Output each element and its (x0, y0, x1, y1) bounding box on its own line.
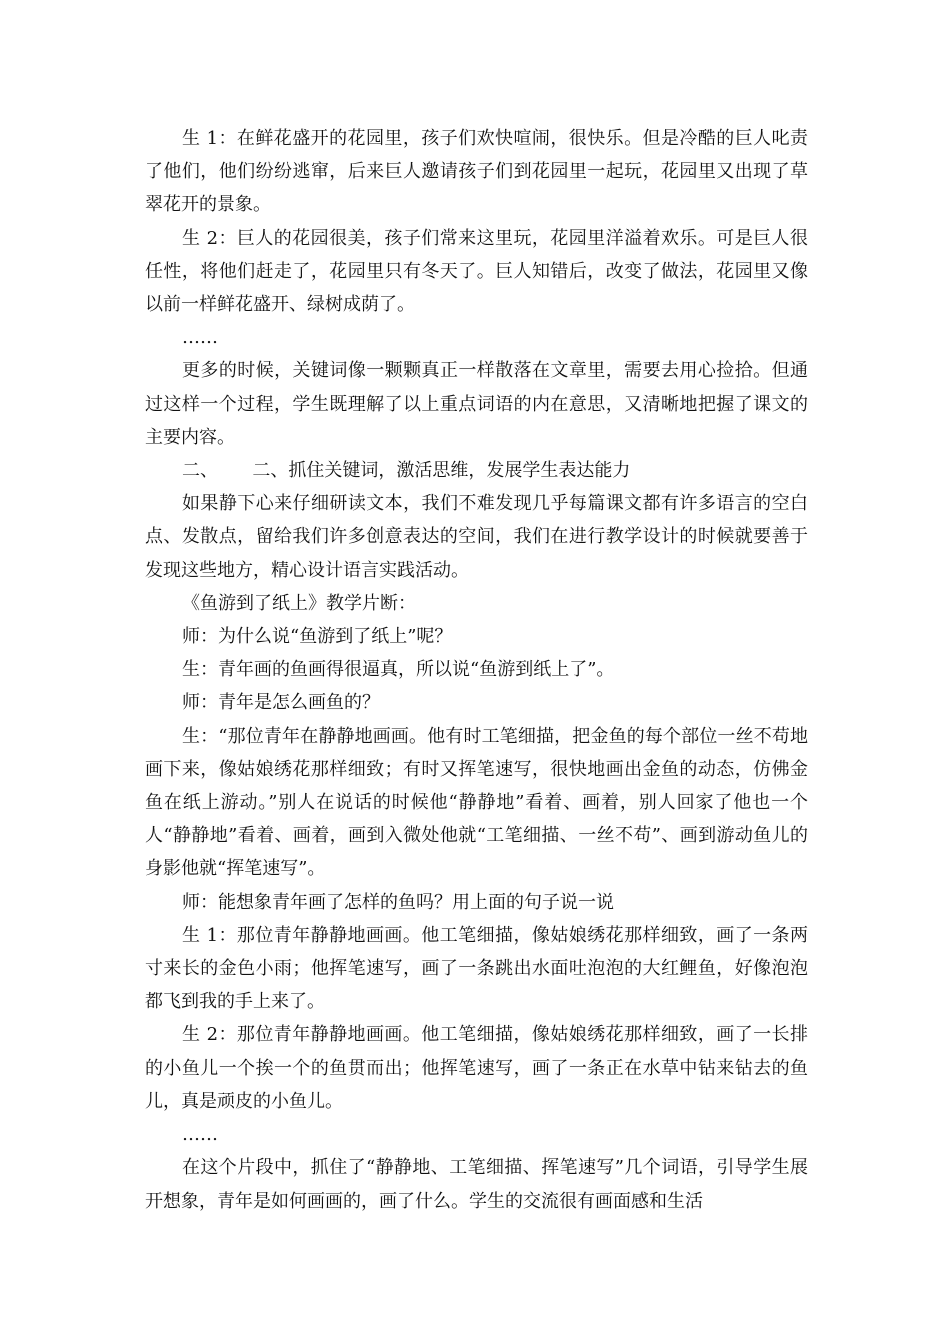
teacher-question-3: 师：能想象青年画了怎样的鱼吗？用上面的句子说一说 (182, 891, 614, 913)
ellipsis-line: …… (182, 327, 218, 349)
lesson-title-line: 《鱼游到了纸上》教学片断： (182, 592, 416, 614)
paragraph-student2-answer: 生 2：巨人的花园很美，孩子们常来这里玩，花园里洋溢着欢乐。可是巨人很任性，将他们赶走了，花园里只有冬天了。巨人知错后，改变了做法，花园里又像以前一样鲜花盛开、绿树成荫了。 (145, 227, 808, 316)
student1-imagination: 生 1：那位青年静静地画画。他工笔细描，像姑娘绣花那样细致，画了一条两寸来长的金色小雨；他挥笔速写，画了一条跳出水面吐泡泡的大红鲤鱼，好像泡泡都飞到我的手上来了。 (145, 924, 808, 1013)
student2-imagination: 生 2：那位青年静静地画画。他工笔细描，像姑娘绣花那样细致，画了一长排的小鱼儿一个挨一个的鱼贯而出；他挥笔速写，画了一条正在水草中钻来钻去的鱼儿，真是顽皮的小鱼儿。 (145, 1024, 808, 1112)
paragraph-intro: 如果静下心来仔细研读文本，我们不难发现几乎每篇课文都有许多语言的空白点、发散点，留给我们许多创意表达的空间，我们在进行教学设计的时候就要善于发现这些地方，精心设计语言实践活动。 (145, 493, 808, 581)
student-answer-2: 生：“那位青年在静静地画画。他有时工笔细描，把金鱼的每个部位一丝不苟地画下来，像姑娘绣花那样细致；有时又挥笔速写，很快地画出金鱼的动态，仿佛金鱼在纸上游动。”别人在说话的时候他“静静地”看着、画着，别人回家了他也一个人“静静地”看着、画着，画到入微处他就“工笔细描、一丝不苟”、画到游动鱼儿的身影他就“挥笔速写”。 (145, 725, 808, 880)
paragraph-keywords-summary: 更多的时候，关键词像一颗颗真正一样散落在文章里，需要去用心捡拾。但通过这样一个过程，学生既理解了以上重点词语的内在意思，又清晰地把握了课文的主要内容。 (145, 360, 808, 448)
paragraph-analysis: 在这个片段中，抓住了“静静地、工笔细描、挥笔速写”几个词语，引导学生展开想象，青年是如何画画的，画了什么。学生的交流很有画面感和生活 (145, 1157, 808, 1212)
paragraph-student1-answer: 生 1：在鲜花盛开的花园里，孩子们欢快喧闹，很快乐。但是冷酷的巨人叱责了他们，他们纷纷逃窜，后来巨人邀请孩子们到花园里一起玩，花园里又出现了草翠花开的景象。 (145, 128, 808, 216)
ellipsis-line-2: …… (182, 1124, 218, 1146)
student-answer-1: 生：青年画的鱼画得很逼真，所以说“鱼游到纸上了”。 (182, 659, 615, 681)
document-body (145, 122, 808, 1218)
teacher-question-1: 师：为什么说“鱼游到了纸上”呢？ (182, 626, 453, 648)
teacher-question-2: 师：青年是怎么画鱼的？ (182, 692, 380, 714)
section-heading: 二、 二、抓住关键词，激活思维，发展学生表达能力 (182, 460, 631, 482)
